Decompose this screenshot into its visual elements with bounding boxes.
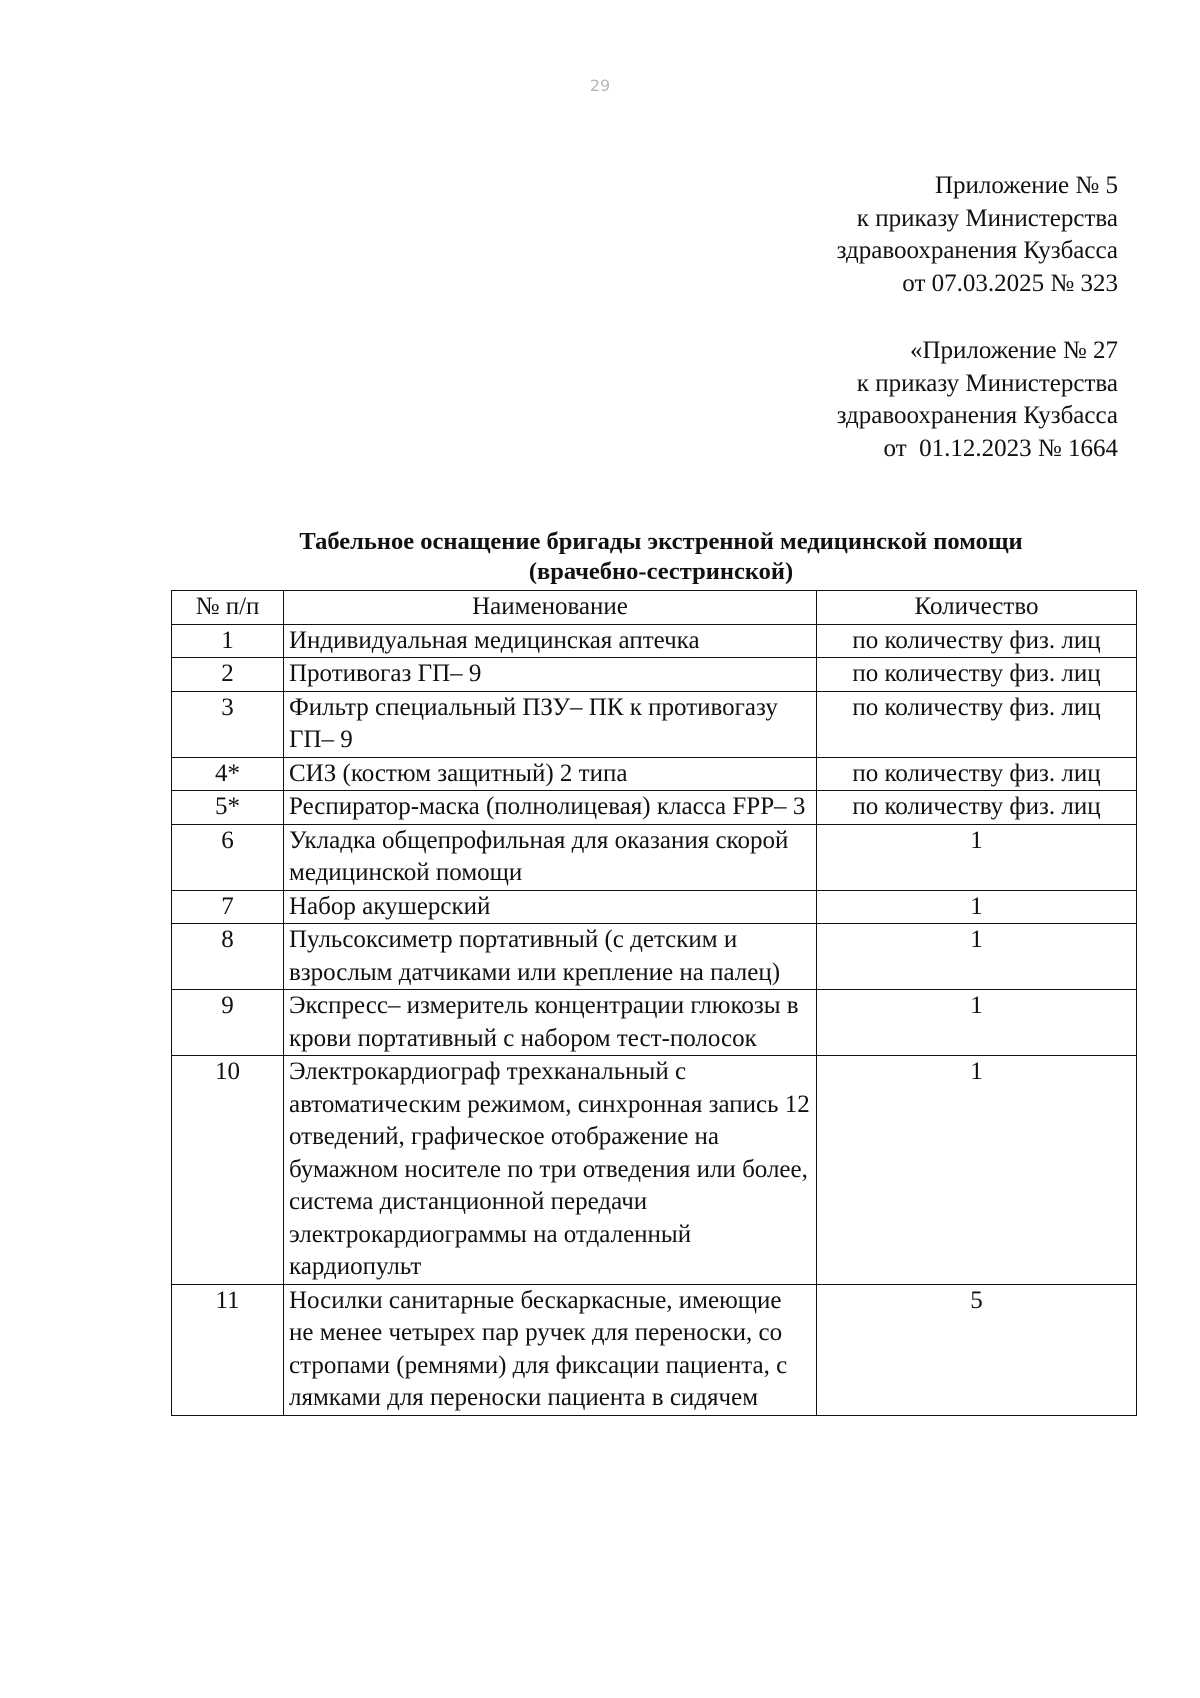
row-number: 4* <box>172 757 284 791</box>
row-quantity: по количеству физ. лиц <box>817 691 1137 757</box>
row-name: СИЗ (костюм защитный) 2 типа <box>284 757 817 791</box>
row-quantity: 1 <box>817 824 1137 890</box>
row-name: Индивидуальная медицинская аптечка <box>284 624 817 658</box>
appendix-line: «Приложение № 27 <box>909 337 1118 364</box>
appendix-line: к приказу Министерства <box>856 204 1118 232</box>
row-quantity: по количеству физ. лиц <box>817 791 1137 825</box>
row-number: 8 <box>172 924 284 990</box>
title-line-2: (врачебно-сестринской) <box>528 558 794 585</box>
row-number: 5* <box>172 791 284 825</box>
row-quantity: 5 <box>817 1284 1137 1415</box>
row-quantity: 1 <box>817 924 1137 990</box>
appendix-previous-header <box>837 335 1118 465</box>
appendix-current-header <box>837 170 1118 300</box>
row-name: Пульсоксиметр портативный (с детским и взрослым датчиками или крепление на палец) <box>284 924 817 990</box>
row-number: 1 <box>172 624 284 658</box>
appendix-line: здравоохранения Кузбасса <box>836 402 1118 429</box>
row-name: Противогаз ГП– 9 <box>284 658 817 692</box>
row-name: Респиратор-маска (полнолицевая) класса FPP– 3 <box>284 791 817 825</box>
row-name: Фильтр специальный ПЗУ– ПК к противогазу ГП– 9 <box>284 691 817 757</box>
table-row <box>172 1056 1137 1285</box>
row-number: 11 <box>172 1284 284 1415</box>
appendix-line: Приложение № 5 <box>934 172 1118 199</box>
row-number: 9 <box>172 990 284 1056</box>
row-quantity: по количеству физ. лиц <box>817 757 1137 791</box>
row-number: 6 <box>172 824 284 890</box>
table-header-row <box>172 591 1137 625</box>
appendix-line: от 07.03.2025 № 323 <box>902 269 1118 297</box>
table-row <box>172 924 1137 990</box>
table-row <box>172 824 1137 890</box>
table-row <box>172 624 1137 658</box>
row-name: Набор акушерский <box>284 890 817 924</box>
row-quantity: по количеству физ. лиц <box>817 658 1137 692</box>
row-name: Носилки санитарные бескаркасные, имеющие не менее четырех пар ручек для переноски, со стропами (ремнями) для фиксации пациента, с лямками для переноски пациента в сидячем <box>284 1284 817 1415</box>
row-name: Экспресс– измеритель концентрации глюкозы в крови портативный с набором тест-полосок <box>284 990 817 1056</box>
page-number: 29 <box>589 76 611 95</box>
header-quantity: Количество <box>817 591 1137 625</box>
row-number: 7 <box>172 890 284 924</box>
table-row <box>172 1284 1137 1415</box>
table-row <box>172 691 1137 757</box>
equipment-table <box>171 590 1137 1416</box>
table-row <box>172 757 1137 791</box>
row-name: Электрокардиограф трехканальный с автоматическим режимом, синхронная запись 12 отведений, графическое отображение на бумажном носителе по три отведения или более, система дистанционной передачи электрокардиограммы на отдаленный кардиопульт <box>284 1056 817 1285</box>
appendix-line: от 01.12.2023 № 1664 <box>883 434 1118 462</box>
header-number: № п/п <box>172 591 284 625</box>
appendix-line: к приказу Министерства <box>856 369 1118 397</box>
title-line-1: Табельное оснащение бригады экстренной медицинской помощи <box>299 528 1023 555</box>
row-number: 3 <box>172 691 284 757</box>
header-name: Наименование <box>284 591 817 625</box>
row-quantity: 1 <box>817 1056 1137 1285</box>
table-row <box>172 890 1137 924</box>
table-row <box>172 791 1137 825</box>
document-title <box>172 527 1150 587</box>
row-number: 2 <box>172 658 284 692</box>
row-quantity: 1 <box>817 990 1137 1056</box>
table-row <box>172 658 1137 692</box>
row-quantity: по количеству физ. лиц <box>817 624 1137 658</box>
appendix-line: здравоохранения Кузбасса <box>836 237 1118 264</box>
row-number: 10 <box>172 1056 284 1285</box>
row-quantity: 1 <box>817 890 1137 924</box>
table-row <box>172 990 1137 1056</box>
row-name: Укладка общепрофильная для оказания скорой медицинской помощи <box>284 824 817 890</box>
